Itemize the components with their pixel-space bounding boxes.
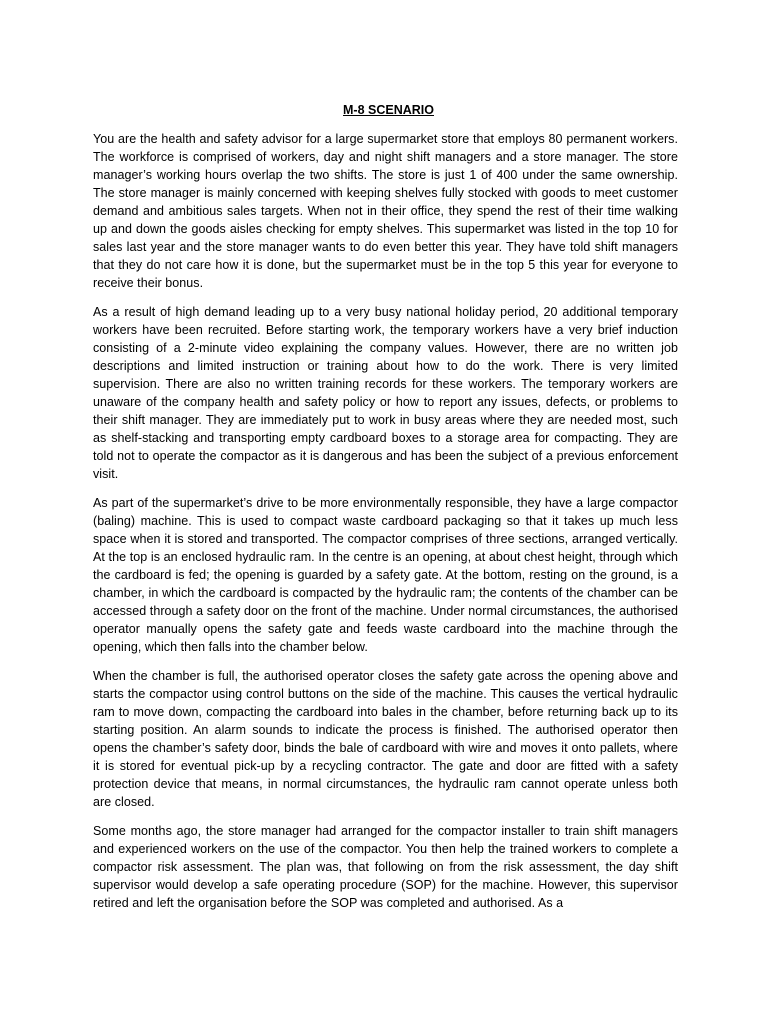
page-title: M-8 SCENARIO (343, 103, 434, 117)
paragraph-2: As a result of high demand leading up to a very busy national holiday period, 20 additional temporary workers have been recruited. Before starting work, the temporary workers have a very brief induction consisting of a 2-minute video explaining the company values. However, there are no written job descriptions and limited instruction or training about how to do the work. There is very limited supervision. There are also no written training records for these workers. The temporary workers are unaware of the company health and safety policy or how to report any issues, defects, or problems to their shift manager. They are immediately put to work in busy areas where they are needed most, such as shelf-stacking and transporting empty cardboard boxes to a storage area for compacting. They are told not to operate the compactor as it is dangerous and has been the subject of a previous enforcement visit. (93, 305, 678, 481)
paragraph-1: You are the health and safety advisor for a large supermarket store that employs 80 permanent workers. The workforce is comprised of workers, day and night shift managers and a store manager. The store manager’s working hours overlap the two shifts. The store is just 1 of 400 under the same ownership. The store manager is mainly concerned with keeping shelves fully stocked with goods to meet customer demand and ambitious sales targets. When not in their office, they spend the rest of their time walking up and down the goods aisles checking for empty shelves. This supermarket was listed in the top 10 for sales last year and the store manager wants to do even better this year. They have told shift managers that they do not care how it is done, but the supermarket must be in the top 5 this year for everyone to receive their bonus. (93, 132, 678, 290)
paragraph-4: When the chamber is full, the authorised operator closes the safety gate across the opening above and starts the compactor using control buttons on the side of the machine. This causes the vertical hydraulic ram to move down, compacting the cardboard into bales in the chamber, before returning back up to its starting position. An alarm sounds to indicate the process is finished. The authorised operator then opens the chamber’s safety door, binds the bale of cardboard with wire and moves it onto pallets, where it is stored for eventual pick-up by a recycling contractor. The gate and door are fitted with a safety protection device that means, in normal circumstances, the hydraulic ram cannot operate unless both are closed. (93, 669, 678, 809)
paragraph-3: As part of the supermarket’s drive to be more environmentally responsible, they have a large compactor (baling) machine. This is used to compact waste cardboard packaging so that it takes up much less space when it is stored and transported. The compactor comprises of three sections, arranged vertically. At the top is an enclosed hydraulic ram. In the centre is an opening, at about chest height, through which the cardboard is fed; the opening is guarded by a safety gate. At the bottom, resting on the ground, is a chamber, in which the cardboard is compacted by the hydraulic ram; the contents of the chamber can be accessed through a safety door on the front of the machine. Under normal circumstances, the authorised operator manually opens the safety gate and feeds waste cardboard into the machine through the opening, which then falls into the chamber below. (93, 496, 678, 654)
paragraph-5: Some months ago, the store manager had arranged for the compactor installer to train shift managers and experienced workers on the use of the compactor. You then help the trained workers to complete a compactor risk assessment. The plan was, that following on from the risk assessment, the day shift supervisor would develop a safe operating procedure (SOP) for the machine. However, this supervisor retired and left the organisation before the SOP was completed and authorised. As a (93, 824, 678, 910)
